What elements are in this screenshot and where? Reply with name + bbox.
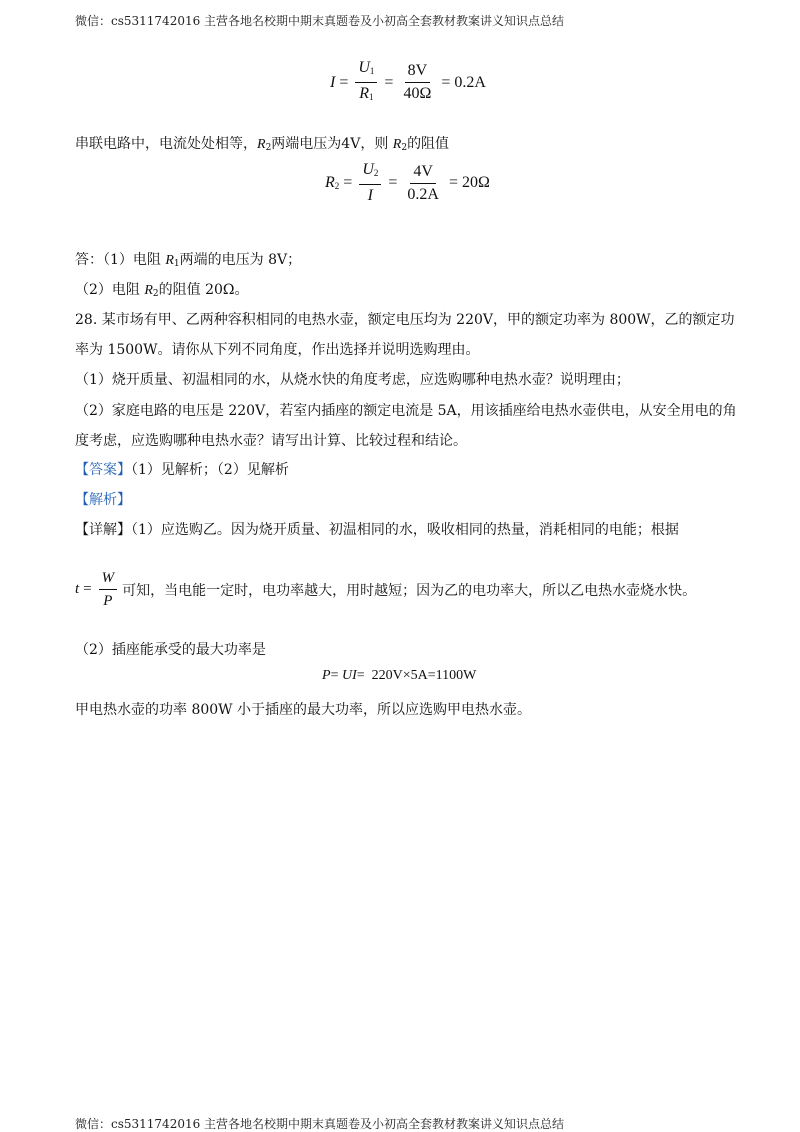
equation-max-power: P = UI = 220V×5A=1100W: [322, 668, 477, 683]
detail-tag: 【详解】: [75, 522, 131, 538]
detail-text: （1）应选购乙。因为烧开质量、初温相同的水，吸收相同的热量，消耗相同的电能；根据: [131, 522, 679, 538]
eq1-result: 0.2A: [454, 73, 486, 91]
answer-text: （1）见解析；（2）见解析: [131, 462, 289, 478]
question-28-part-2-line-1: （2）家庭电路的电压是 220V，若室内插座的额定电流是 5A，用该插座给电热水壶供电，从安全用电的角: [75, 403, 737, 419]
series-circuit-text: 串联电路中，电流处处相等，$R_2$两端电压为4V，则 $R_2$的阻值: [75, 136, 450, 153]
detail-text-2: 可知，当电能一定时，电功率越大，用时越短；因为乙的电功率大，所以乙电热水壶烧水快。: [122, 582, 697, 599]
detail-section: [75, 520, 679, 540]
eq2-result: 20Ω: [462, 174, 490, 191]
equation-current: I = $\frac{U_1}{R_1}$ = $\frac{8V}{40\Omega}$ = 0.2A: [330, 58, 486, 107]
part-2-intro: （2）插座能承受的最大功率是: [75, 642, 266, 658]
analysis-tag: 【解析】: [75, 492, 131, 508]
eq2-fraction-numeric: $\frac{4V}{0.2A}$: [407, 162, 439, 203]
conclusion-text: 甲电热水壶的功率 800W 小于插座的最大功率，所以应选购甲电热水壶。: [75, 702, 532, 718]
eq3-fraction: $\frac{W}{P}$: [99, 568, 118, 611]
eq2-fraction-symbolic: $\frac{U_2}{I}$: [359, 160, 381, 206]
answer-line-1: 答：（1）电阻 $R_1$两端的电压为 8V；: [75, 252, 302, 269]
question-28-part-1: （1）烧开质量、初温相同的水，从烧水快的角度考虑，应选购哪种电热水壶？说明理由；: [75, 372, 630, 388]
answer-section: [75, 460, 289, 480]
question-28-line-2: 率为 1500W。请你从下列不同角度，作出选择并说明选购理由。: [75, 342, 480, 358]
eq1-lhs: I: [330, 73, 336, 91]
eq1-fraction-symbolic: $\frac{U_1}{R_1}$: [355, 58, 377, 107]
eq1-fraction-numeric: $\frac{8V}{40\Omega}$: [403, 62, 432, 102]
equation-time: t = $\frac{W}{P}$ 可知，当电能一定时，电功率越大，用时越短；因为乙的电功率大，所以乙电热水壶烧水快。: [75, 570, 697, 609]
page-footer: 微信：cs5311742016 主营各地名校期中期末真题卷及小初高全套教材教案讲义知识点总结: [75, 1117, 565, 1131]
answer-line-2: （2）电阻 $R_2$的阻值 20Ω。: [75, 282, 249, 299]
question-28-line-1: 28. 某市场有甲、乙两种容积相同的电热水壶，额定电压均为 220V，甲的额定功率为 800W，乙的额定功: [75, 312, 735, 328]
question-28-part-2-line-2: 度考虑，应选购哪种电热水壶？请写出计算、比较过程和结论。: [75, 433, 467, 449]
equation-resistance: $R_2$ = $\frac{U_2}{I}$ = $\frac{4V}{0.2A}$ = 20Ω: [325, 161, 490, 204]
page-header: 微信：cs5311742016 主营各地名校期中期末真题卷及小初高全套教材教案讲义知识点总结: [75, 14, 565, 28]
answer-tag: 【答案】: [75, 462, 131, 478]
